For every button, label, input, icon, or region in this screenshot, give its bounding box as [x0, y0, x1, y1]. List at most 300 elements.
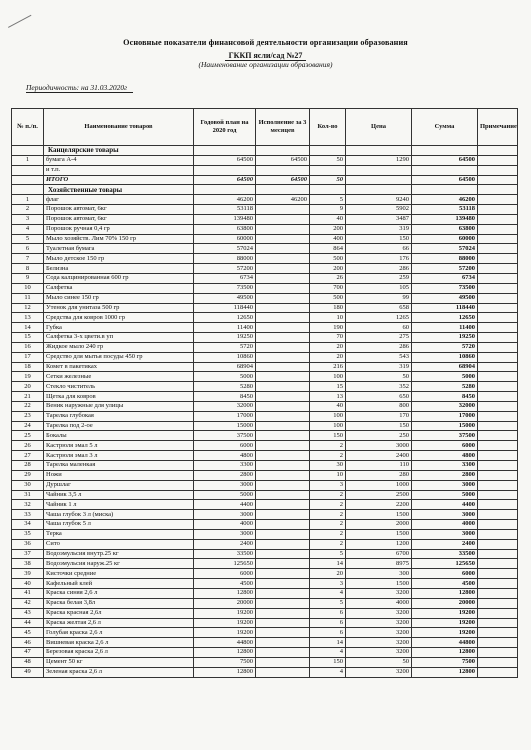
table-cell: 2400 [346, 451, 412, 461]
table-cell [256, 470, 310, 480]
table-cell: 5000 [194, 490, 256, 500]
table-cell: 319 [346, 224, 412, 234]
section-empty-cell [478, 146, 518, 156]
table-cell: 12800 [194, 667, 256, 677]
table-cell: 5000 [412, 372, 478, 382]
table-cell: 57024 [412, 244, 478, 254]
pen-mark [8, 15, 38, 40]
table-cell: Чаша глубок 3 л (миска) [44, 510, 194, 520]
table-cell: и т.п. [44, 165, 194, 175]
table-cell: 125650 [194, 559, 256, 569]
table-cell: 5280 [412, 382, 478, 392]
table-cell: 5 [310, 549, 346, 559]
table-cell: 4800 [194, 451, 256, 461]
table-row [12, 441, 518, 451]
table-row [12, 588, 518, 598]
table-cell: 200 [310, 224, 346, 234]
table-cell: 6700 [346, 549, 412, 559]
table-cell: 57024 [194, 244, 256, 254]
table-row [12, 421, 518, 431]
table-cell: 4400 [194, 500, 256, 510]
table-cell [478, 392, 518, 402]
table-cell: 88000 [194, 254, 256, 264]
table-cell: 6000 [412, 569, 478, 579]
table-cell [478, 205, 518, 215]
table-cell: Веник наружные для улицы [44, 401, 194, 411]
section-empty-cell [310, 146, 346, 156]
organization-name: ГККП ясли/сад №27 [0, 51, 531, 60]
table-cell: 2500 [346, 490, 412, 500]
table-cell: 32 [12, 500, 44, 510]
table-cell [256, 273, 310, 283]
table-row [12, 638, 518, 648]
table-row [12, 510, 518, 520]
table-cell: 3000 [346, 441, 412, 451]
table-cell [478, 618, 518, 628]
table-cell: 19250 [194, 333, 256, 343]
table-cell: 125650 [412, 559, 478, 569]
table-cell: Чаша глубок 5 л [44, 520, 194, 530]
table-cell: 2800 [194, 470, 256, 480]
table-cell [256, 598, 310, 608]
table-cell [478, 628, 518, 638]
table-cell: 4400 [412, 500, 478, 510]
table-cell: Бокалы [44, 431, 194, 441]
table-cell: 2 [310, 520, 346, 530]
table-row [12, 667, 518, 677]
table-cell [478, 283, 518, 293]
section-empty-cell [346, 146, 412, 156]
table-cell: Кастрюля эмал 5 л [44, 441, 194, 451]
table-cell: 3 [12, 214, 44, 224]
table-cell: 8 [12, 264, 44, 274]
table-cell [478, 342, 518, 352]
table-cell: Тарелка маленкая [44, 461, 194, 471]
table-row [12, 214, 518, 224]
table-cell: 50 [310, 175, 346, 185]
table-cell: 53118 [412, 205, 478, 215]
table-cell: бумага А-4 [44, 155, 194, 165]
table-cell: 57200 [412, 264, 478, 274]
table-cell: 26 [12, 441, 44, 451]
financial-table [11, 108, 518, 678]
table-row [12, 195, 518, 205]
table-cell [256, 323, 310, 333]
table-cell [478, 362, 518, 372]
table-cell [256, 165, 310, 175]
table-cell: 2 [310, 510, 346, 520]
col-header-qty: Кол-во [310, 109, 346, 146]
document-title: Основные показатели финансовой деятельности организации образования [123, 38, 408, 47]
table-cell: 2 [310, 539, 346, 549]
table-cell: 100 [310, 411, 346, 421]
section-empty-cell [194, 146, 256, 156]
table-cell: 5720 [194, 342, 256, 352]
table-cell: 658 [346, 303, 412, 313]
table-cell: 300 [346, 569, 412, 579]
table-cell: 10860 [194, 352, 256, 362]
table-cell [478, 224, 518, 234]
table-cell [478, 579, 518, 589]
table-cell [478, 648, 518, 658]
table-cell: 64500 [256, 175, 310, 185]
table-cell: 180 [310, 303, 346, 313]
table-cell: 200 [310, 264, 346, 274]
col-header-note: Примечание [478, 109, 518, 146]
table-cell: 19200 [412, 628, 478, 638]
table-cell [256, 352, 310, 362]
table-cell: 4 [12, 224, 44, 234]
table-cell [256, 480, 310, 490]
table-cell: 19 [12, 372, 44, 382]
section-empty-cell [478, 185, 518, 195]
section-empty-cell [256, 146, 310, 156]
table-cell [256, 313, 310, 323]
table-cell: 1000 [346, 480, 412, 490]
table-cell: 11400 [412, 323, 478, 333]
table-cell [478, 175, 518, 185]
table-cell [256, 510, 310, 520]
table-cell: 42 [12, 598, 44, 608]
section-empty-cell [194, 185, 256, 195]
table-cell: 4800 [412, 451, 478, 461]
table-cell: 50 [346, 372, 412, 382]
table-cell: 2800 [412, 470, 478, 480]
table-row [12, 401, 518, 411]
table-cell: 12800 [412, 667, 478, 677]
table-row [12, 657, 518, 667]
table-cell [194, 165, 256, 175]
table-cell: 20 [310, 342, 346, 352]
table-cell [478, 293, 518, 303]
table-row [12, 382, 518, 392]
table-cell: 7500 [412, 657, 478, 667]
table-cell: 3200 [346, 588, 412, 598]
table-cell: Чайник 3,5 л [44, 490, 194, 500]
table-cell: 29 [12, 470, 44, 480]
table-cell [478, 155, 518, 165]
table-cell: 23 [12, 411, 44, 421]
table-cell: 5000 [194, 372, 256, 382]
table-cell: 1200 [346, 539, 412, 549]
table-cell: 6 [12, 244, 44, 254]
table-cell: 22 [12, 401, 44, 411]
table-cell [478, 401, 518, 411]
table-cell: 150 [310, 657, 346, 667]
table-row [12, 264, 518, 274]
table-cell [478, 264, 518, 274]
table-cell [478, 441, 518, 451]
table-cell: 17000 [194, 411, 256, 421]
table-cell: 40 [310, 401, 346, 411]
table-row [12, 313, 518, 323]
table-cell [478, 303, 518, 313]
table-cell [256, 638, 310, 648]
table-cell: 33500 [412, 549, 478, 559]
table-cell [256, 244, 310, 254]
table-cell: ИТОГО [44, 175, 194, 185]
table-row [12, 234, 518, 244]
table-cell: 1265 [346, 313, 412, 323]
table-cell [478, 451, 518, 461]
table-cell: 70 [310, 333, 346, 343]
table-cell: 12800 [194, 588, 256, 598]
table-cell: 4 [310, 667, 346, 677]
table-cell: 8450 [412, 392, 478, 402]
table-row [12, 490, 518, 500]
table-cell: 64500 [194, 175, 256, 185]
table-cell [478, 608, 518, 618]
table-cell: 3000 [194, 510, 256, 520]
table-cell: 64500 [412, 175, 478, 185]
section-row [12, 146, 518, 156]
table-cell [256, 234, 310, 244]
table-cell: Водоэмульсия внутр.25 кг [44, 549, 194, 559]
table-cell: 49500 [412, 293, 478, 303]
table-cell [478, 510, 518, 520]
table-cell: 3000 [194, 529, 256, 539]
table-cell: 44800 [412, 638, 478, 648]
table-cell: Кафельный клей [44, 579, 194, 589]
table-cell [256, 490, 310, 500]
table-cell: Комет в пакетиках [44, 362, 194, 372]
table-row [12, 254, 518, 264]
table-cell: 139480 [412, 214, 478, 224]
table-cell: 280 [346, 470, 412, 480]
table-cell [478, 313, 518, 323]
table-cell: 352 [346, 382, 412, 392]
table-cell: 150 [310, 431, 346, 441]
table-cell: 150 [346, 421, 412, 431]
table-cell: 105 [346, 283, 412, 293]
table-cell: 5902 [346, 205, 412, 215]
table-cell [256, 500, 310, 510]
table-cell: 6734 [412, 273, 478, 283]
col-header-name: Наименование товаров [44, 109, 194, 146]
table-cell [478, 165, 518, 175]
table-cell: 11400 [194, 323, 256, 333]
table-cell: Зеленая краска 2,6 л [44, 667, 194, 677]
table-cell: 150 [346, 234, 412, 244]
table-cell: 20 [310, 352, 346, 362]
table-cell: 88000 [412, 254, 478, 264]
table-cell [256, 648, 310, 658]
table-cell: 68904 [412, 362, 478, 372]
table-cell [12, 165, 44, 175]
table-cell: 700 [310, 283, 346, 293]
table-row [12, 470, 518, 480]
table-cell [478, 657, 518, 667]
table-cell: 5000 [412, 490, 478, 500]
table-cell: 27 [12, 451, 44, 461]
table-cell [256, 205, 310, 215]
table-cell [256, 401, 310, 411]
table-cell [346, 165, 412, 175]
table-cell: 46200 [256, 195, 310, 205]
table-cell: 3200 [346, 667, 412, 677]
table-cell: 3300 [194, 461, 256, 471]
table-cell: 21 [12, 392, 44, 402]
table-cell: Салфетка [44, 283, 194, 293]
table-cell: 16 [12, 342, 44, 352]
table-cell [256, 618, 310, 628]
table-cell: 19200 [194, 618, 256, 628]
table-cell: 37500 [412, 431, 478, 441]
table-cell: 6 [310, 608, 346, 618]
table-cell [256, 264, 310, 274]
table-row [12, 342, 518, 352]
table-cell [478, 520, 518, 530]
table-cell: 17 [12, 352, 44, 362]
table-cell: 9 [12, 273, 44, 283]
table-cell: 7500 [194, 657, 256, 667]
table-cell: 49 [12, 667, 44, 677]
table-cell: Сито [44, 539, 194, 549]
table-cell: 17000 [412, 411, 478, 421]
table-cell: Средства для ковров 1000 гр [44, 313, 194, 323]
table-cell: 190 [310, 323, 346, 333]
table-cell: 30 [310, 461, 346, 471]
table-cell: Вишневая краска 2,6 л [44, 638, 194, 648]
col-header-num: № п./п. [12, 109, 44, 146]
table-cell [256, 303, 310, 313]
table-row [12, 559, 518, 569]
table-cell: 170 [346, 411, 412, 421]
table-cell [478, 323, 518, 333]
table-cell: 800 [346, 401, 412, 411]
table-cell: 45 [12, 628, 44, 638]
table-cell [478, 431, 518, 441]
table-cell: 176 [346, 254, 412, 264]
table-cell: 10 [310, 470, 346, 480]
table-cell [256, 520, 310, 530]
table-cell [256, 421, 310, 431]
table-cell: 73500 [412, 283, 478, 293]
table-row [12, 539, 518, 549]
table-header-row [12, 109, 518, 146]
table-cell [478, 411, 518, 421]
table-cell: 19200 [194, 628, 256, 638]
table-cell: 5 [310, 598, 346, 608]
table-cell: 4000 [412, 520, 478, 530]
table-row [12, 579, 518, 589]
table-cell [478, 195, 518, 205]
table-cell: 13 [12, 313, 44, 323]
table-cell: 319 [346, 362, 412, 372]
table-cell: 3300 [412, 461, 478, 471]
table-cell: 34 [12, 520, 44, 530]
table-cell: Березовая краска 2,6 л [44, 648, 194, 658]
table-cell: 864 [310, 244, 346, 254]
table-row [12, 569, 518, 579]
table-cell [478, 588, 518, 598]
table-cell: 14 [310, 559, 346, 569]
table-cell: 2400 [194, 539, 256, 549]
table-cell: 100 [310, 421, 346, 431]
table-cell [256, 588, 310, 598]
table-cell: 8975 [346, 559, 412, 569]
table-cell [478, 244, 518, 254]
table-row [12, 500, 518, 510]
table-cell: 15000 [194, 421, 256, 431]
table-cell: 5720 [412, 342, 478, 352]
table-cell: 5 [12, 234, 44, 244]
table-cell: 46200 [194, 195, 256, 205]
table-cell [346, 175, 412, 185]
table-cell [256, 657, 310, 667]
table-cell: Дуршлаг [44, 480, 194, 490]
table-cell: 60000 [194, 234, 256, 244]
table-row [12, 303, 518, 313]
table-cell: 110 [346, 461, 412, 471]
table-cell: 2400 [412, 539, 478, 549]
table-cell: Терка [44, 529, 194, 539]
table-cell: 6000 [194, 441, 256, 451]
table-cell: 12650 [412, 313, 478, 323]
table-cell: 139480 [194, 214, 256, 224]
table-cell: 64500 [412, 155, 478, 165]
table-cell: Ножи [44, 470, 194, 480]
section-row [12, 185, 518, 195]
table-cell [256, 539, 310, 549]
table-cell: Кастрюля эмал 3 л [44, 451, 194, 461]
table-row [12, 520, 518, 530]
table-cell: 4000 [346, 598, 412, 608]
table-cell: 4000 [194, 520, 256, 530]
table-cell: Жидкое мыло 240 гр [44, 342, 194, 352]
table-cell [256, 549, 310, 559]
table-cell: 1500 [346, 529, 412, 539]
table-cell: 14 [12, 323, 44, 333]
section-title: Канцелярские товары [44, 146, 194, 156]
table-cell: 64500 [194, 155, 256, 165]
table-cell: Губка [44, 323, 194, 333]
table-cell [478, 382, 518, 392]
table-cell: 60 [346, 323, 412, 333]
table-cell: 50 [346, 657, 412, 667]
table-cell [478, 569, 518, 579]
table-cell [478, 470, 518, 480]
table-cell: 39 [12, 569, 44, 579]
table-cell: Мыло детское 150 гр [44, 254, 194, 264]
table-cell: 60000 [412, 234, 478, 244]
table-row [12, 333, 518, 343]
table-cell [478, 539, 518, 549]
table-cell [12, 175, 44, 185]
table-cell: 63800 [412, 224, 478, 234]
table-row [12, 451, 518, 461]
table-cell: 1290 [346, 155, 412, 165]
table-cell: 10 [12, 283, 44, 293]
table-row [12, 628, 518, 638]
section-empty-cell [412, 146, 478, 156]
table-cell [478, 598, 518, 608]
table-cell [478, 214, 518, 224]
table-cell: 275 [346, 333, 412, 343]
table-cell: 14 [310, 638, 346, 648]
table-cell: 43 [12, 608, 44, 618]
section-num-cell [12, 146, 44, 156]
table-cell: 11 [12, 293, 44, 303]
table-cell: 53118 [194, 205, 256, 215]
table-cell: 2200 [346, 500, 412, 510]
table-cell: 48 [12, 657, 44, 667]
table-cell: 73500 [194, 283, 256, 293]
table-cell: 24 [12, 421, 44, 431]
table-cell: 15 [310, 382, 346, 392]
table-cell [256, 628, 310, 638]
table-cell: 41 [12, 588, 44, 598]
